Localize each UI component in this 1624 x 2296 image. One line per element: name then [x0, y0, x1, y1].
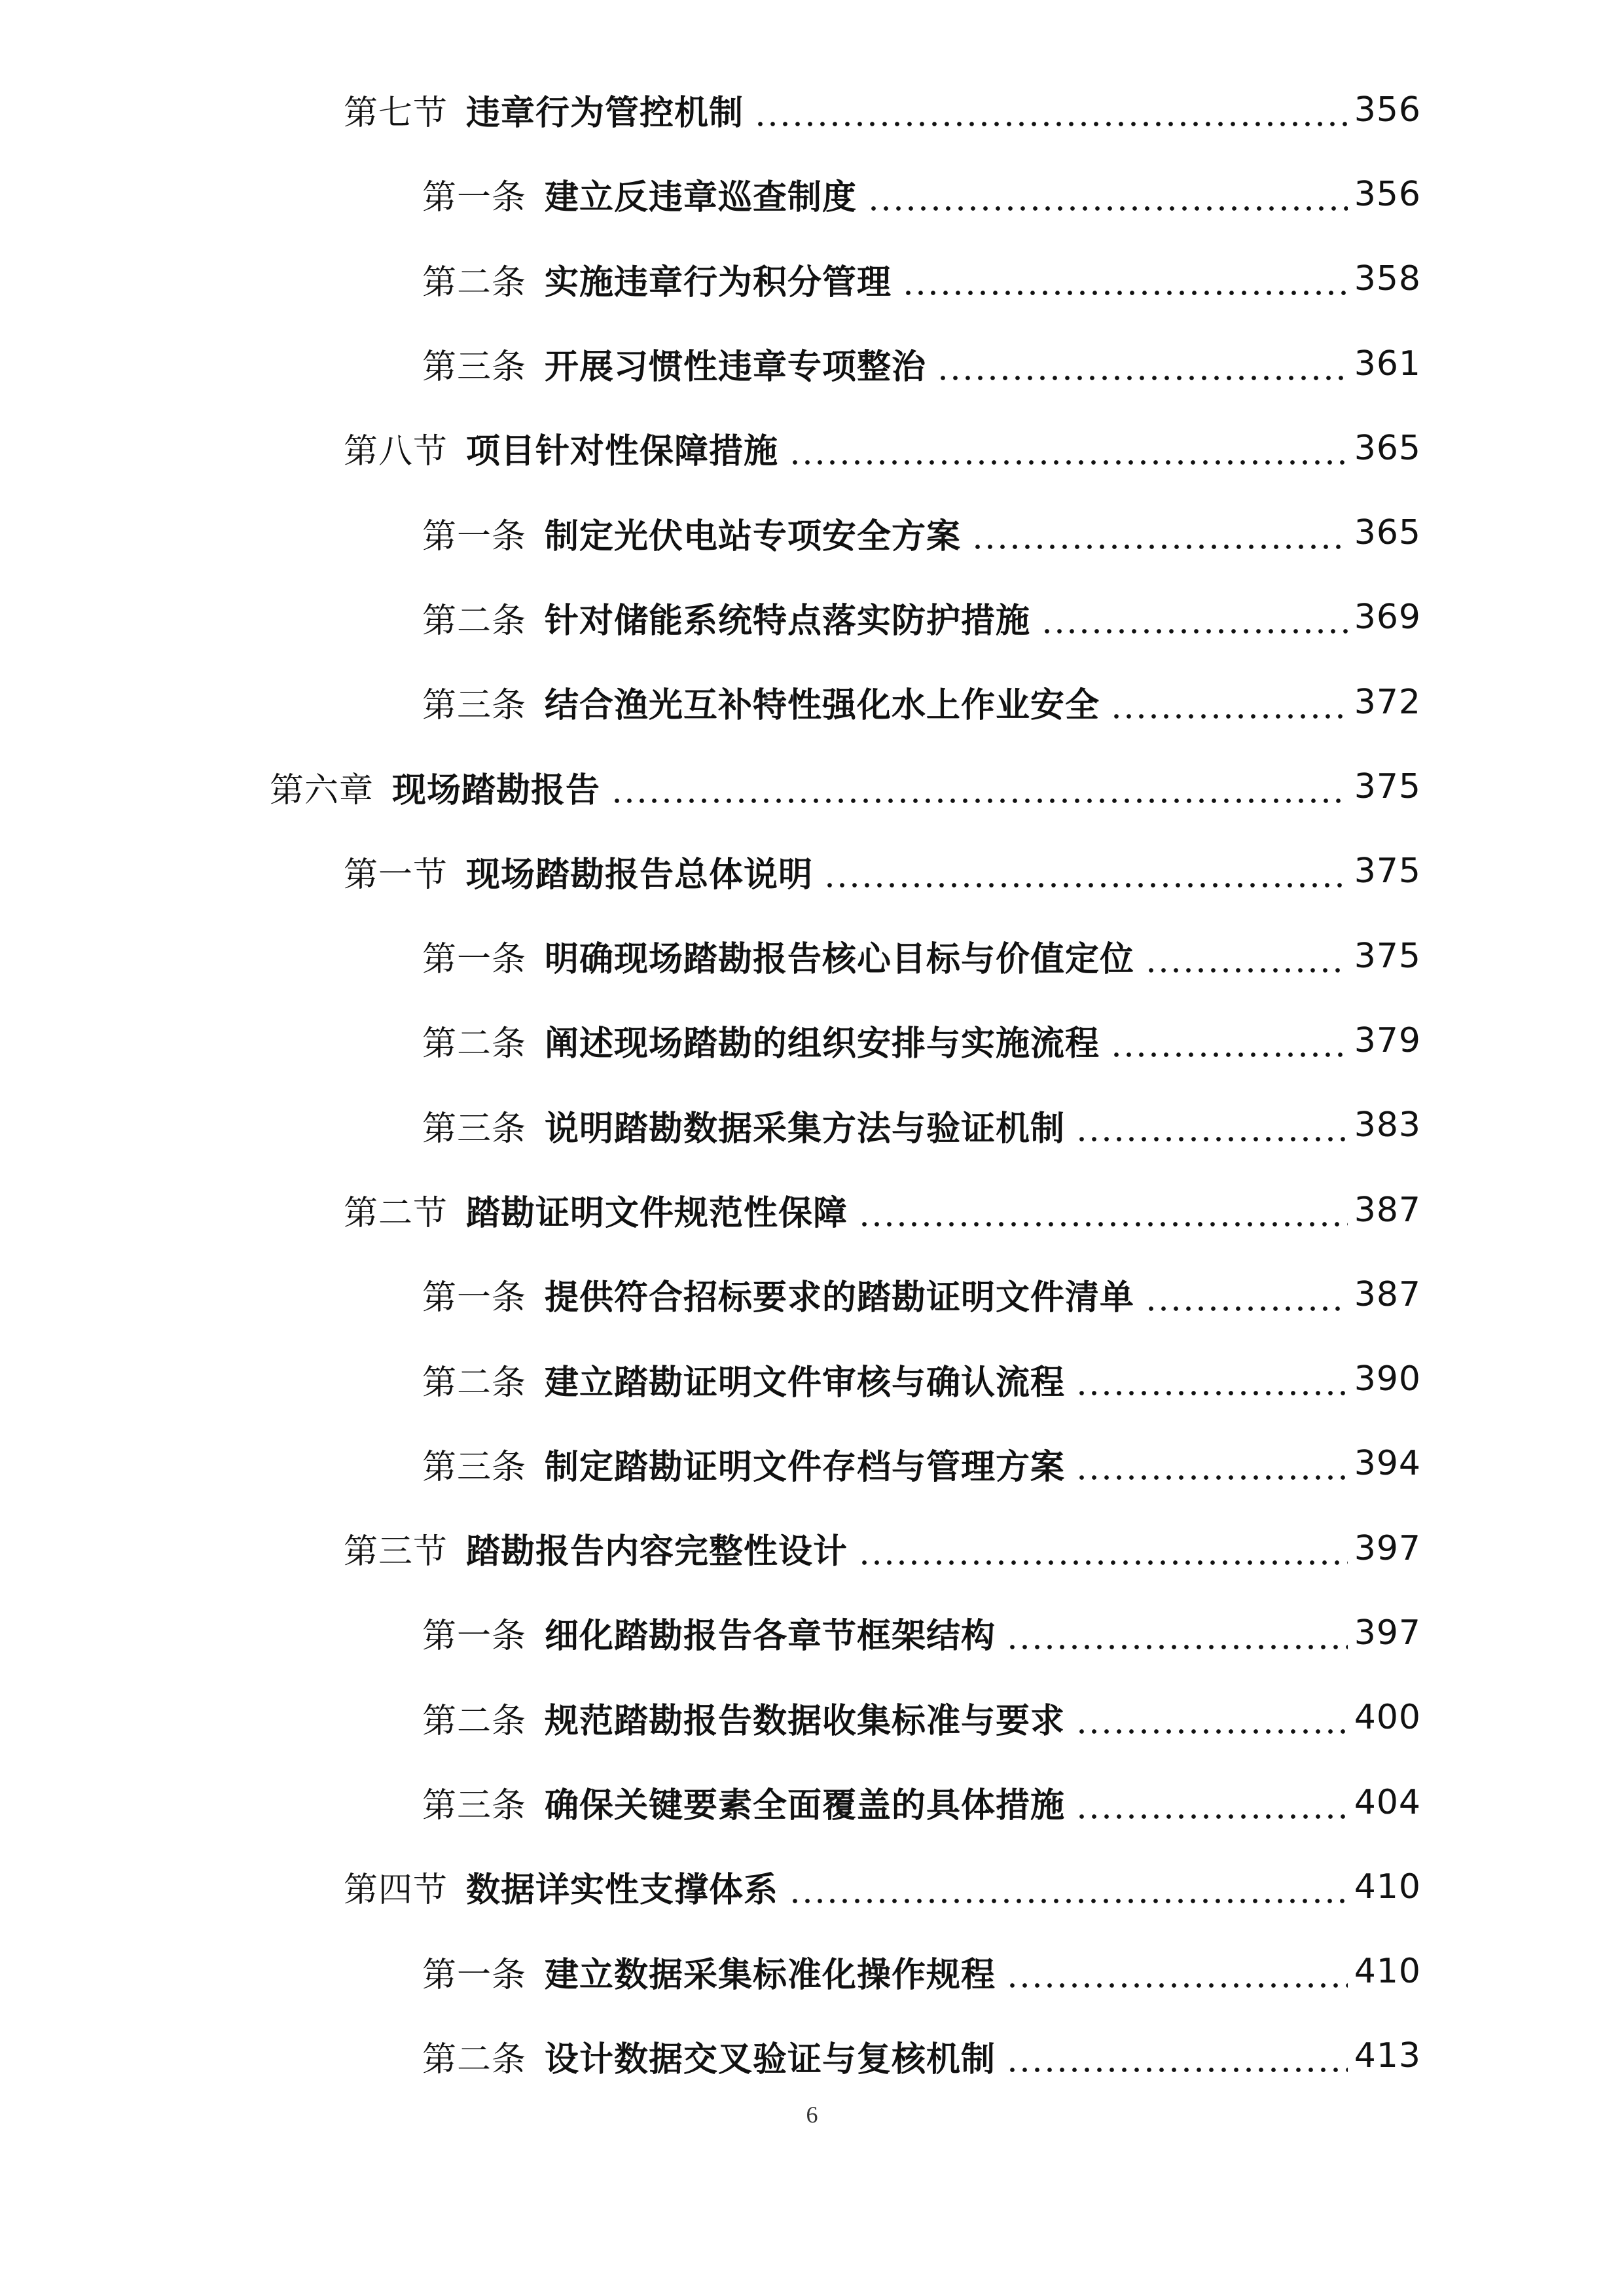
toc-entry-label: 第一条: [422, 940, 527, 980]
toc-entry-label: 第一条: [422, 1617, 527, 1657]
toc-entry-page: 379: [1354, 1020, 1421, 1060]
toc-entry[interactable]: [0, 1506, 1624, 1590]
toc-entry-title: 违章行为管控机制: [466, 94, 744, 134]
dot-leader: [1110, 694, 1348, 728]
dot-leader: [1006, 2048, 1348, 2082]
dot-leader: [823, 863, 1348, 897]
toc-entry[interactable]: [0, 660, 1624, 744]
toc-entry[interactable]: [0, 67, 1624, 152]
toc-entry[interactable]: [0, 152, 1624, 236]
toc-entry-page: 404: [1354, 1782, 1421, 1822]
dot-leader: [789, 1879, 1348, 1913]
toc-entry-page: 413: [1354, 2036, 1421, 2076]
dot-leader: [867, 187, 1348, 221]
toc-entry-label: 第八节: [344, 432, 448, 472]
toc-entry-label: 第三节: [344, 1532, 448, 1572]
toc-entry[interactable]: [0, 1336, 1624, 1421]
dot-leader: [1110, 1033, 1348, 1067]
toc-entry-page: 369: [1354, 598, 1421, 637]
toc-entry-label: 第六章: [270, 770, 374, 810]
dot-leader: [902, 271, 1348, 305]
toc-entry[interactable]: [0, 321, 1624, 406]
toc-entry[interactable]: [0, 1083, 1624, 1168]
dot-leader: [971, 525, 1348, 559]
toc-entry-page: 356: [1354, 90, 1421, 130]
toc-entry-label: 第七节: [344, 94, 448, 134]
toc-entry-page: 387: [1354, 1274, 1421, 1314]
toc-entry-page: 375: [1354, 852, 1421, 891]
toc-entry[interactable]: [0, 2014, 1624, 2098]
toc-entry-label: 第二条: [422, 2039, 527, 2079]
toc-entry-page: 410: [1354, 1952, 1421, 1992]
toc-entry-title: 结合渔光互补特性强化水上作业安全: [545, 686, 1100, 726]
toc-entry-page: 400: [1354, 1698, 1421, 1738]
toc-entry-page: 394: [1354, 1444, 1421, 1484]
toc-entry-page: 365: [1354, 428, 1421, 468]
toc-entry[interactable]: [0, 1422, 1624, 1506]
toc-entry-title: 制定光伏电站专项安全方案: [545, 516, 962, 556]
toc-entry[interactable]: [0, 490, 1624, 575]
toc-entry-page: 375: [1354, 936, 1421, 976]
toc-entry-label: 第一条: [422, 1278, 527, 1318]
toc-entry-title: 确保关键要素全面覆盖的具体措施: [545, 1786, 1066, 1826]
page-number: 6: [806, 2102, 818, 2128]
toc-entry-label: 第三条: [422, 348, 527, 387]
toc-entry-title: 踏勘证明文件规范性保障: [466, 1194, 848, 1233]
dot-leader: [611, 779, 1348, 813]
toc-entry-label: 第一节: [344, 855, 448, 895]
toc-entry-title: 设计数据交叉验证与复核机制: [545, 2039, 996, 2079]
toc-entry-label: 第一条: [422, 1955, 527, 1995]
toc-entry-page: 358: [1354, 259, 1421, 299]
toc-entry-label: 第四节: [344, 1871, 448, 1910]
toc-entry-page: 397: [1354, 1613, 1421, 1653]
toc-entry[interactable]: [0, 829, 1624, 914]
toc-entry-label: 第三条: [422, 1447, 527, 1487]
dot-leader: [1075, 1456, 1348, 1490]
toc-entry-page: 390: [1354, 1359, 1421, 1399]
toc-entry[interactable]: [0, 1168, 1624, 1252]
toc-entry-page: 356: [1354, 174, 1421, 214]
toc-entry-title: 细化踏勘报告各章节框架结构: [545, 1617, 996, 1657]
toc-entry[interactable]: [0, 914, 1624, 998]
toc-entry-title: 提供符合招标要求的踏勘证明文件清单: [545, 1278, 1135, 1318]
toc-entry[interactable]: [0, 1844, 1624, 1929]
toc-entry-label: 第三条: [422, 686, 527, 726]
dot-leader: [754, 102, 1348, 136]
toc-entry-title: 实施违章行为积分管理: [545, 262, 892, 302]
dot-leader: [789, 440, 1348, 475]
toc-entry-title: 数据详实性支撑体系: [466, 1871, 779, 1910]
toc-entry[interactable]: [0, 406, 1624, 490]
toc-entry-title: 建立反违章巡查制度: [545, 178, 857, 218]
dot-leader: [937, 356, 1348, 390]
toc-entry-page: 375: [1354, 767, 1421, 807]
dot-leader: [1041, 609, 1348, 643]
toc-entry-page: 383: [1354, 1105, 1421, 1145]
toc-entry-page: 365: [1354, 513, 1421, 553]
toc-entry-label: 第二条: [422, 601, 527, 641]
toc-entry-label: 第二条: [422, 1363, 527, 1403]
dot-leader: [1145, 1287, 1348, 1321]
toc-entry-title: 踏勘报告内容完整性设计: [466, 1532, 848, 1572]
dot-leader: [858, 1541, 1348, 1575]
toc-entry-label: 第三条: [422, 1786, 527, 1826]
toc-entry-label: 第二节: [344, 1194, 448, 1233]
dot-leader: [858, 1202, 1348, 1236]
toc-entry[interactable]: [0, 744, 1624, 829]
toc-entry[interactable]: [0, 237, 1624, 321]
toc-entry-title: 现场踏勘报告: [392, 770, 601, 810]
toc-entry-title: 说明踏勘数据采集方法与验证机制: [545, 1109, 1066, 1149]
toc-entry-label: 第二条: [422, 1024, 527, 1064]
toc-entry-title: 制定踏勘证明文件存档与管理方案: [545, 1447, 1066, 1487]
toc-entry[interactable]: [0, 1760, 1624, 1844]
toc-entry-title: 项目针对性保障措施: [466, 432, 779, 472]
dot-leader: [1075, 1371, 1348, 1405]
toc-entry-page: 410: [1354, 1867, 1421, 1907]
dot-leader: [1075, 1710, 1348, 1744]
toc-entry-title: 针对储能系统特点落实防护措施: [545, 601, 1031, 641]
dot-leader: [1006, 1964, 1348, 1998]
toc-entry-title: 建立踏勘证明文件审核与确认流程: [545, 1363, 1066, 1403]
table-of-contents: [0, 67, 1624, 2098]
toc-entry-label: 第二条: [422, 1701, 527, 1741]
dot-leader: [1145, 948, 1348, 982]
toc-entry-page: 397: [1354, 1528, 1421, 1568]
toc-entry-title: 规范踏勘报告数据收集标准与要求: [545, 1701, 1066, 1741]
toc-entry[interactable]: [0, 575, 1624, 660]
dot-leader: [1006, 1625, 1348, 1659]
toc-entry-label: 第一条: [422, 178, 527, 218]
toc-entry-label: 第三条: [422, 1109, 527, 1149]
toc-entry-page: 372: [1354, 682, 1421, 722]
toc-entry[interactable]: [0, 1590, 1624, 1675]
toc-entry[interactable]: [0, 998, 1624, 1083]
toc-entry-title: 现场踏勘报告总体说明: [466, 855, 814, 895]
toc-entry-title: 开展习惯性违章专项整治: [545, 348, 927, 387]
toc-entry[interactable]: [0, 1676, 1624, 1760]
toc-entry[interactable]: [0, 1929, 1624, 2014]
toc-entry-title: 建立数据采集标准化操作规程: [545, 1955, 996, 1995]
toc-entry[interactable]: [0, 1252, 1624, 1336]
toc-entry-page: 361: [1354, 344, 1421, 384]
toc-entry-label: 第二条: [422, 262, 527, 302]
toc-entry-label: 第一条: [422, 516, 527, 556]
toc-entry-page: 387: [1354, 1190, 1421, 1230]
toc-entry-title: 阐述现场踏勘的组织安排与实施流程: [545, 1024, 1100, 1064]
toc-entry-title: 明确现场踏勘报告核心目标与价值定位: [545, 940, 1135, 980]
dot-leader: [1075, 1795, 1348, 1829]
dot-leader: [1075, 1117, 1348, 1151]
